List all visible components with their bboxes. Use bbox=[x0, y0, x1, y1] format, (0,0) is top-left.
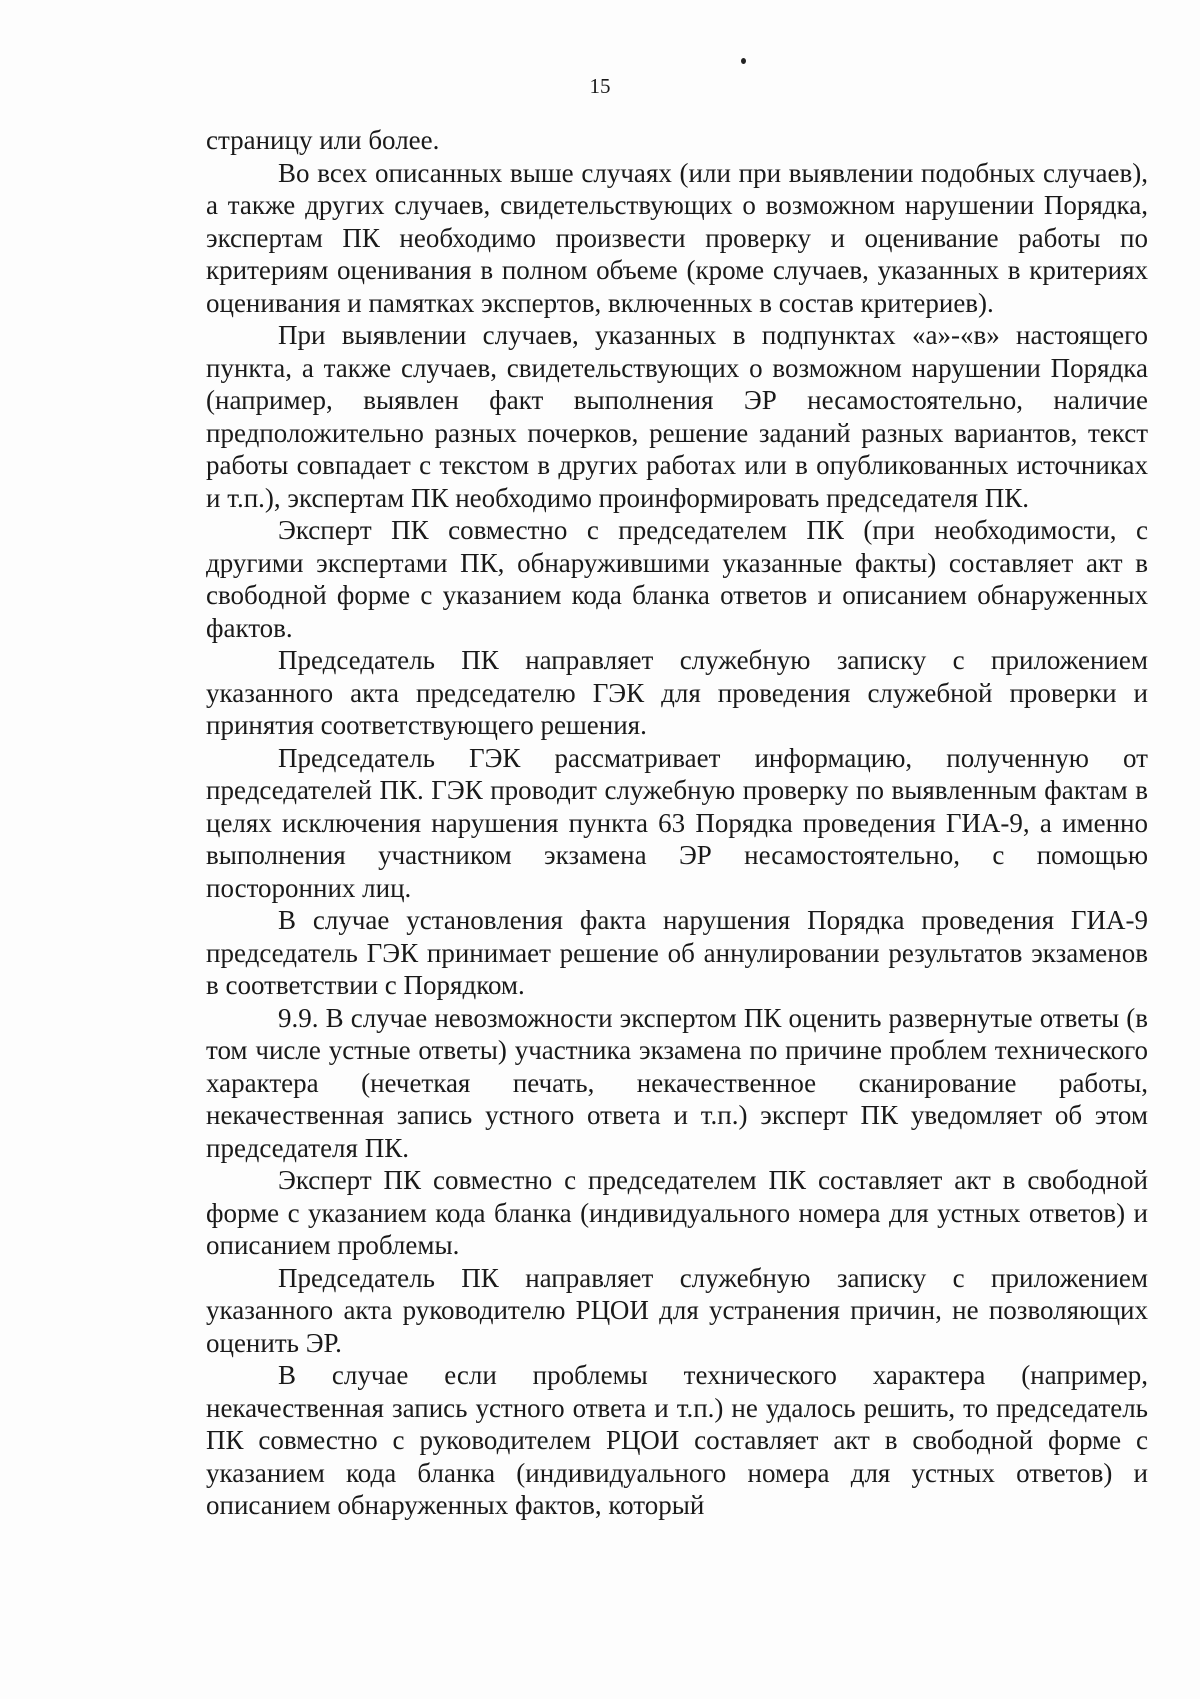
paragraph-expert-problem-act: Эксперт ПК совместно с председателем ПК составляет акт в свободной форме с указанием кода бланка (индивидуального номера для устных ответов) и описанием проблемы. bbox=[206, 1165, 1148, 1260]
paragraph-chairman-memo: Председатель ПК направляет служебную записку с приложением указанного акта председателю ГЭК для проведения служебной проверки и принятия соответствующего решения. bbox=[206, 645, 1148, 740]
scan-artifact-dot bbox=[741, 58, 746, 64]
paragraph-memo-to-rcoi: Председатель ПК направляет служебную записку с приложением указанного акта руководителю РЦОИ для устранения причин, не позволяющих оценить ЭР. bbox=[206, 1262, 1148, 1358]
paragraph-annulment: В случае установления факта нарушения Порядка проведения ГИА-9 председатель ГЭК принимает решение об аннулировании результатов экзаменов в соответствии с Порядком. bbox=[206, 905, 1148, 1000]
paragraph-gek-review: Председатель ГЭК рассматривает информацию, полученную от председателей ПК. ГЭК проводит служебную проверку по выявленным фактам в целях исключения нарушения пункта 63 Порядка проведения ГИА-9, а именно выполнения участником экзамена ЭР несамостоятельно, с помощью посторонних лиц. bbox=[206, 742, 1148, 903]
paragraph-unresolved-problems: В случае если проблемы технического характера (например, некачественная запись устного ответа и т.п.) не удалось решить, то председатель ПК совместно с руководителем РЦОИ составляет акт в свободной форме с указанием кода бланка (индивидуального номера для устных ответов) и описанием обнаруженных фактов, который bbox=[206, 1360, 1148, 1520]
paragraph-expert-act: Эксперт ПК совместно с председателем ПК (при необходимости, с другими экспертами ПК, обнаружившими указанные факты) составляет акт в свободной форме с указанием кода бланка ответов и описанием обнаруженных фактов. bbox=[206, 515, 1148, 643]
paragraph-clause-9-9: 9.9. В случае невозможности экспертом ПК оценить развернутые ответы (в том числе устные ответы) участника экзамена по причине проблем технического характера (нечеткая печать, некачественное сканирование работы, некачественная запись устного ответа и т.п.) эксперт ПК уведомляет об этом председателя ПК. bbox=[206, 1002, 1148, 1163]
paragraph-check-and-evaluate: Во всех описанных выше случаях (или при выявлении подобных случаев), а также других случаев, свидетельствующих о возможном нарушении Порядка, экспертам ПК необходимо произвести проверку и оценивание работы по критериям оценивания в полном объеме (кроме случаев, указанных в критериях оценивания и памятках экспертов, включенных в состав критериев). bbox=[206, 157, 1148, 318]
document-body bbox=[206, 124, 1148, 1522]
paragraph-inform-chairman: При выявлении случаев, указанных в подпунктах «а»-«в» настоящего пункта, а также случаев, свидетельствующих о возможном нарушении Порядка (например, выявлен факт выполнения ЭР несамостоятельно, наличие предположительно разных почерков, решение заданий разных вариантов, текст работы совпадает с текстом в других работах или в опубликованных источниках и т.п.), экспертам ПК необходимо проинформировать председателя ПК. bbox=[206, 320, 1148, 513]
page-number: 15 bbox=[589, 74, 611, 98]
paragraph-continuation: страницу или более. bbox=[206, 125, 440, 155]
